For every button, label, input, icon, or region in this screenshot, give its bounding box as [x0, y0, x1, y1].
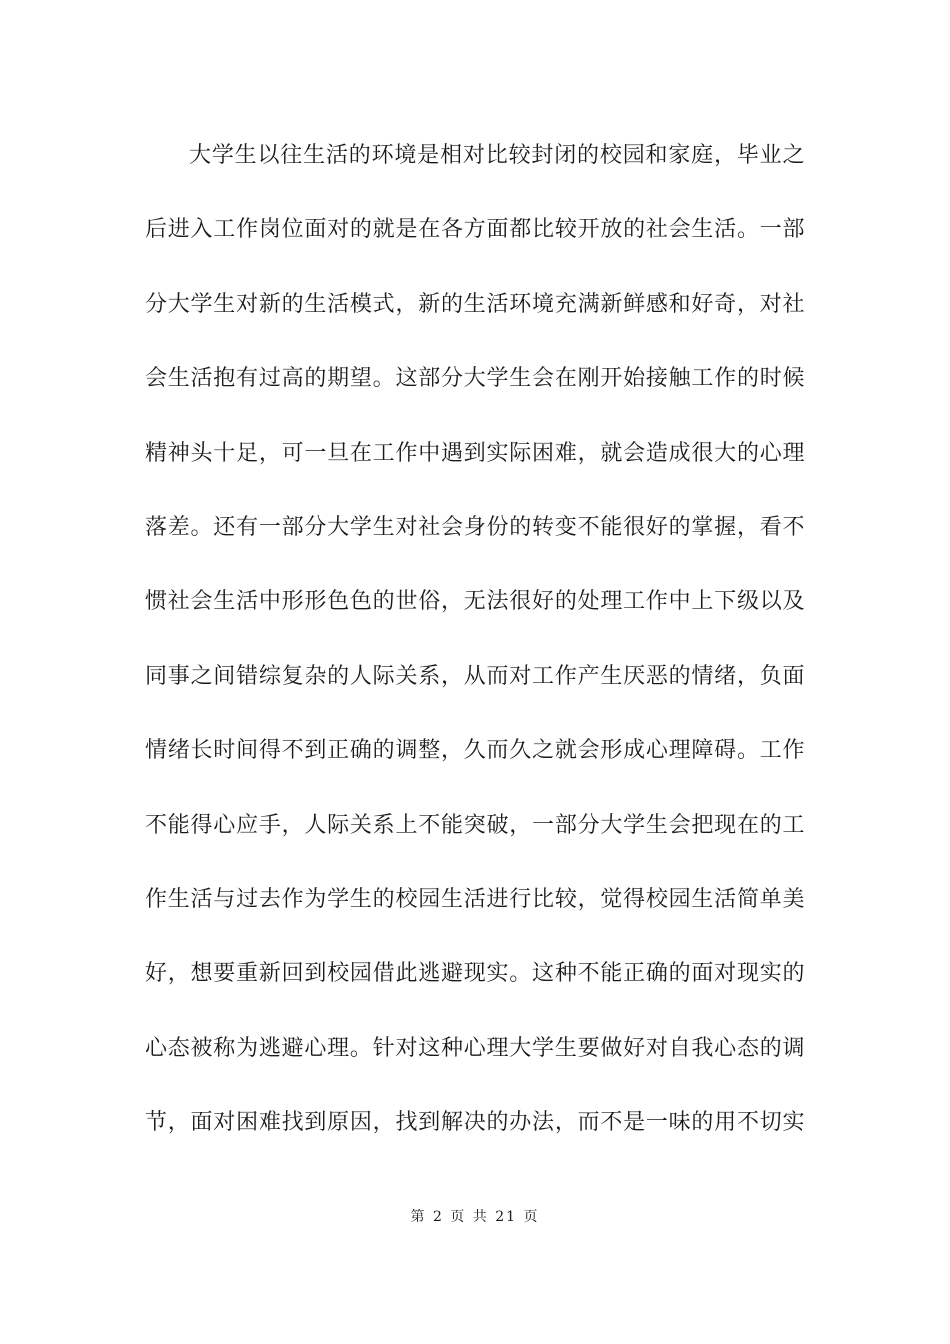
- paragraph-line: 大学生以往生活的环境是相对比较封闭的校园和家庭，毕业之: [189, 143, 805, 168]
- paragraph-line: 后进入工作岗位面对的就是在各方面都比较开放的社会生活。一部: [145, 217, 805, 243]
- paragraph-line: 心态被称为逃避心理。针对这种心理大学生要做好对自我心态的调: [145, 1035, 805, 1061]
- paragraph-line: 同事之间错综复杂的人际关系，从而对工作产生厌恶的情绪，负面: [145, 663, 805, 689]
- paragraph-line: 分大学生对新的生活模式，新的生活环境充满新鲜感和好奇，对社: [145, 291, 805, 317]
- paragraph-line: 惯社会生活中形形色色的世俗，无法很好的处理工作中上下级以及: [145, 589, 805, 615]
- page-number-footer: 第 2 页 共 21 页: [410, 1209, 540, 1225]
- paragraph-line: 精神头十足，可一旦在工作中遇到实际困难，就会造成很大的心理: [145, 440, 805, 466]
- paragraph-line: 不能得心应手，人际关系上不能突破，一部分大学生会把现在的工: [145, 812, 805, 838]
- paragraph-line: 会生活抱有过高的期望。这部分大学生会在刚开始接触工作的时候: [145, 366, 805, 392]
- paragraph-line: 节，面对困难找到原因，找到解决的办法，而不是一味的用不切实: [145, 1110, 805, 1136]
- paragraph-line: 好，想要重新回到校园借此逃避现实。这种不能正确的面对现实的: [145, 961, 805, 987]
- paragraph-line: 情绪长时间得不到正确的调整，久而久之就会形成心理障碍。工作: [145, 738, 805, 764]
- body-paragraph: [145, 134, 805, 1175]
- paragraph-line: 作生活与过去作为学生的校园生活进行比较，觉得校园生活简单美: [145, 886, 805, 912]
- paragraph-line: 落差。还有一部分大学生对社会身份的转变不能很好的掌握，看不: [145, 514, 805, 540]
